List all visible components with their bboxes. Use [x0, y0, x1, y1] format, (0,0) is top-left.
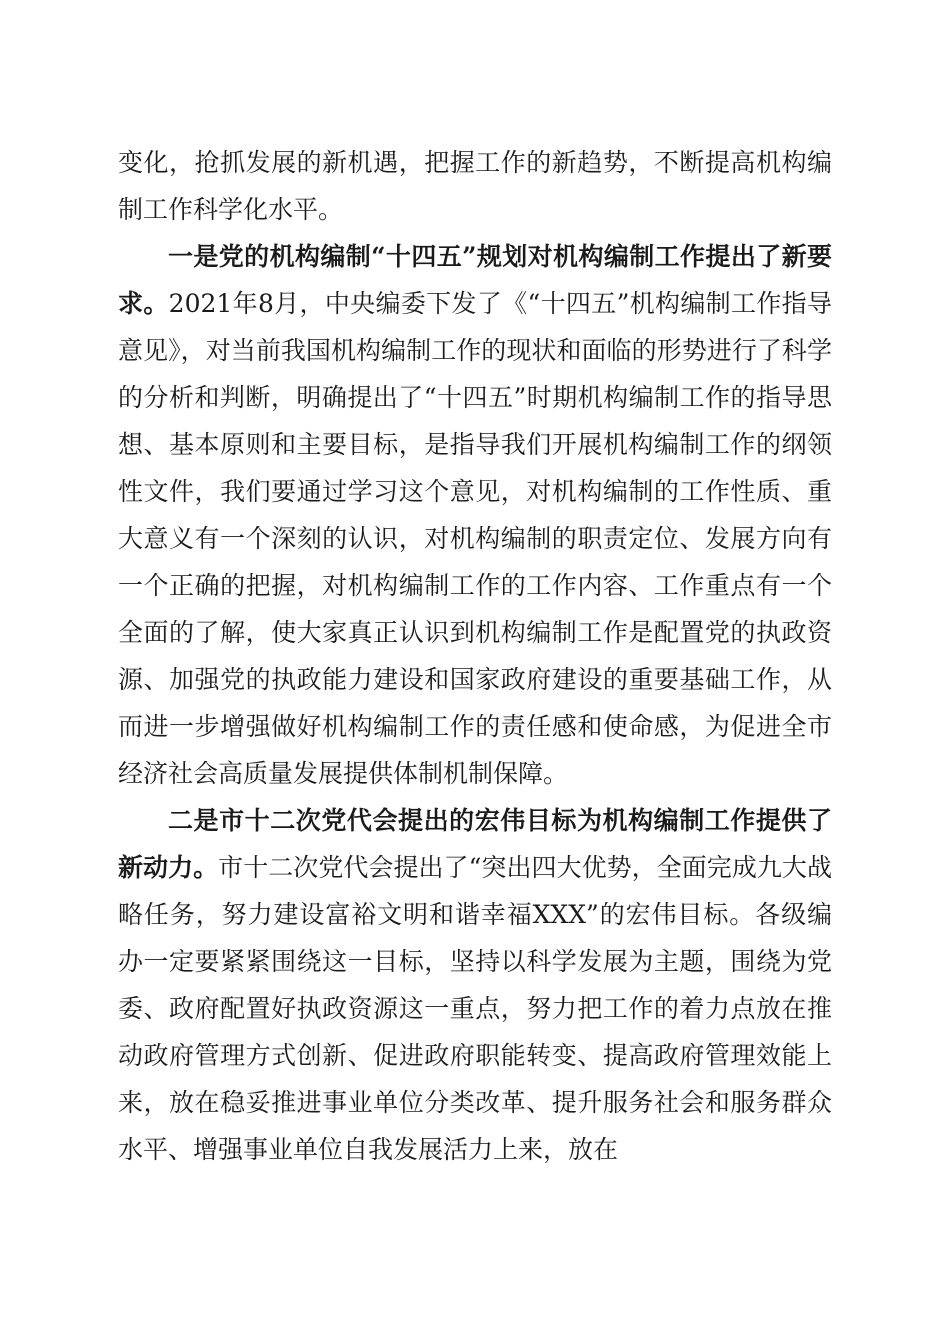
- document-body: [118, 139, 832, 1173]
- paragraph-momentum-lead: 二是市十二次党代会提出的宏伟目标为机构编制工作提供了新动力。: [118, 806, 832, 882]
- paragraph-requirements-body: 2021年8月，中央编委下发了《“十四五”机构编制工作指导意见》，对当前我国机构编制工作的现状和面临的形势进行了科学的分析和判断，明确提出了“十四五”时期机构编制工作的指导思想、基本原则和主要目标，是指导我们开展机构编制工作的纲领性文件，我们要通过学习这个意见，对机构编制的工作性质、重大意义有一个深刻的认识，对机构编制的职责定位、发展方向有一个正确的把握，对机构编制工作的工作内容、工作重点有一个全面的了解，使大家真正认识到机构编制工作是配置党的执政资源、加强党的执政能力建设和国家政府建设的重要基础工作，从而进一步增强做好机构编制工作的责任感和使命感，为促进全市经济社会高质量发展提供体制机制保障。: [118, 289, 832, 788]
- paragraph-momentum-body: 市十二次党代会提出了“突出四大优势，全面完成九大战略任务，努力建设富裕文明和谐幸福XXX”的宏伟目标。各级编办一定要紧紧围绕这一目标，坚持以科学发展为主题，围绕为党委、政府配置好执政资源这一重点，努力把工作的着力点放在推动政府管理方式创新、促进政府职能转变、提高政府管理效能上来，放在稳妥推进事业单位分类改革、提升服务社会和服务群众水平、增强事业单位自我发展活力上来，放在: [118, 853, 832, 1164]
- paragraph-requirements: [118, 233, 832, 797]
- paragraph-momentum: [118, 797, 832, 1173]
- continuation-paragraph: 变化，抢抓发展的新机遇，把握工作的新趋势，不断提高机构编制工作科学化水平。: [118, 148, 832, 224]
- paragraph-requirements-lead: 一是党的机构编制“十四五”规划对机构编制工作提出了新要求。: [118, 242, 832, 318]
